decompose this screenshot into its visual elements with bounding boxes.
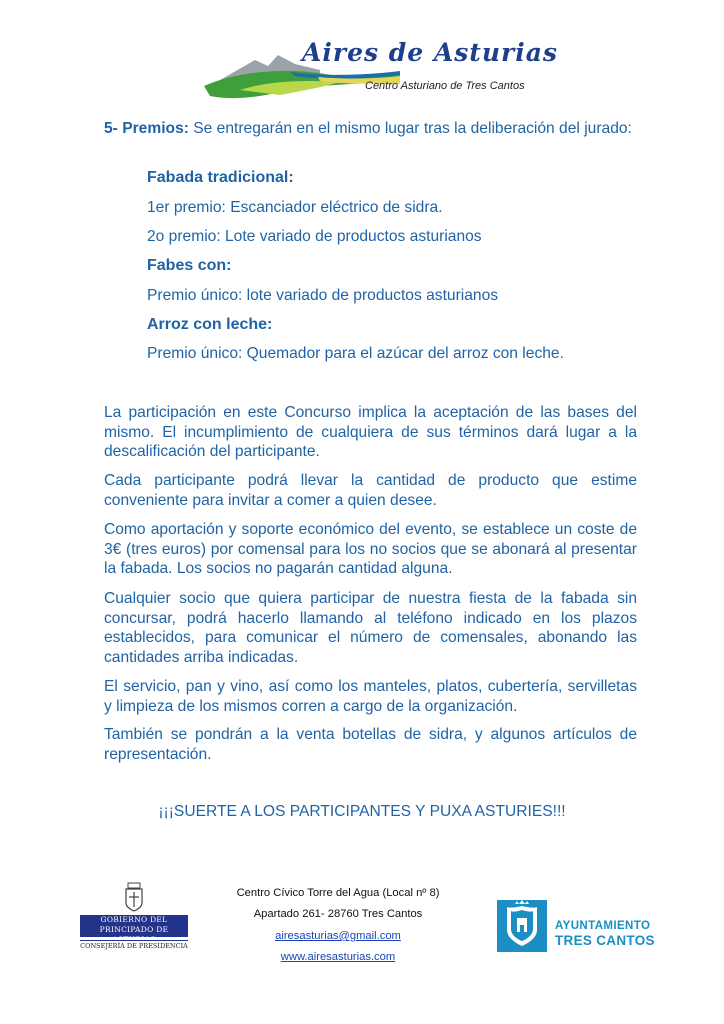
ayuntamiento-line1: AYUNTAMIENTO [555, 920, 651, 932]
category-fabes-title: Fabes con: [147, 257, 232, 274]
paragraph-sales: También se pondrán a la venta botellas de sidra, y algunos artículos de representación. [104, 726, 637, 763]
coat-of-arms-icon [80, 881, 188, 913]
category-fabada-title: Fabada tradicional: [147, 169, 294, 186]
gobierno-banner [80, 915, 188, 944]
footer-address-line2: Apartado 261- 28760 Tres Cantos [253, 908, 423, 920]
premios-intro-text: Se entregarán en el mismo lugar tras la deliberación del jurado: [188, 120, 632, 137]
gobierno-line2: PRINCIPADO DE ASTURIAS [99, 925, 169, 944]
paragraph-non-competing: Cualquier socio que quiera participar de nuestra fiesta de la fabada sin concursar, podrá hacerlo llamando al teléfono indicado en los plazos establecidos, para comunicar el número de comensales, abonando las cantidades arriba indicadas. [104, 590, 637, 666]
footer-email-link[interactable]: airesasturias@gmail.com [275, 930, 401, 942]
paragraph-service: El servicio, pan y vino, así como los manteles, platos, cubertería, servilletas y limpieza de los mismos corren a cargo de la organización. [104, 678, 637, 715]
premios-intro [104, 119, 637, 139]
ayuntamiento-crest-icon [497, 900, 547, 952]
category-fabada-prize1: 1er premio: Escanciador eléctrico de sidra. [147, 199, 443, 216]
logo-title: Aires de Asturias [302, 38, 558, 67]
slogan: ¡¡¡SUERTE A LOS PARTICIPANTES Y PUXA ASTURIES!!! [158, 803, 566, 820]
footer-web-wrapper [200, 951, 476, 963]
category-fabes-prize: Premio único: lote variado de productos asturianos [147, 287, 499, 304]
category-fabada-prize2: 2o premio: Lote variado de productos asturianos [147, 228, 482, 245]
logo-subtitle: Centro Asturiano de Tres Cantos [365, 80, 525, 92]
footer-address-line1: Centro Cívico Torre del Agua (Local nº 8) [236, 887, 440, 899]
paragraph-cost: Como aportación y soporte económico del evento, se establece un coste de 3€ (tres euros) por comensal para los no socios que se abonará al presentar la fabada. Los socios no pagarán cantidad alguna. [104, 521, 637, 577]
footer-web-link[interactable]: www.airesasturias.com [280, 951, 396, 963]
paragraph-participation: La participación en este Concurso implica la aceptación de las bases del mismo. El incumplimiento de cualquiera de sus términos dará lugar a la descalificación del participante. [104, 404, 637, 460]
gobierno-subtitle: CONSEJERÍA DE PRESIDENCIA [80, 942, 188, 950]
premios-heading: 5- Premios: [104, 120, 189, 137]
ayuntamiento-tres-cantos-logo [497, 900, 663, 952]
footer-email-wrapper [200, 930, 476, 942]
gobierno-line1: GOBIERNO DEL [100, 915, 168, 924]
category-arroz-title: Arroz con leche: [147, 316, 273, 333]
paragraph-quantity: Cada participante podrá llevar la cantidad de producto que estime conveniente para invitar a comer a quien desee. [104, 472, 637, 509]
aires-de-asturias-logo [200, 38, 558, 102]
ayuntamiento-line2: TRES CANTOS [555, 933, 655, 948]
category-arroz-prize: Premio único: Quemador para el azúcar del arroz con leche. [147, 345, 564, 362]
gobierno-asturias-logo [80, 881, 188, 956]
